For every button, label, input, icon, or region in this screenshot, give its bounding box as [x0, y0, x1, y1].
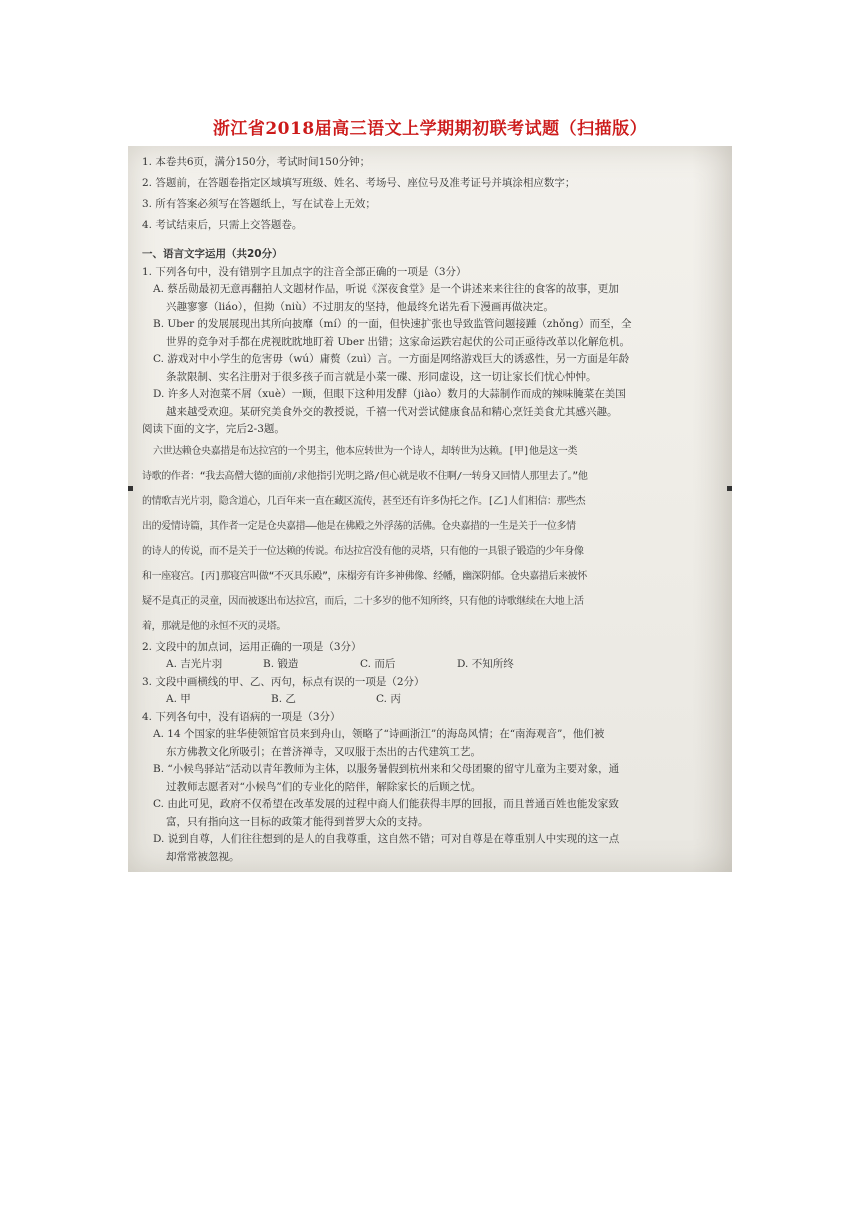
passage-line: 疑不是真正的灵童，因而被逐出布达拉宫，而后，二十多岁的他不知所终，只有他的诗歌继续在大地上活	[142, 595, 584, 607]
option-line: 过教师志愿者对“小候鸟”们的专业化的陪伴，解除家长的后顾之忧。	[166, 780, 482, 793]
question-stem: 4. 下列各句中，没有语病的一项是（3分）	[142, 710, 341, 723]
question-stem: 3. 文段中画横线的甲、乙、丙句，标点有误的一项是（2分）	[142, 675, 425, 688]
option: A. 吉光片羽	[166, 658, 223, 670]
option: C. 而后	[360, 658, 396, 670]
passage-line: 诗歌的作者：“我去高僧大德的面前/求他指引光明之路/但心就是收不住啊/一转身又回情人那里去了。”他	[142, 470, 588, 482]
reading-instruction: 阅读下面的文字，完后2-3题。	[142, 423, 285, 435]
option: B. 乙	[271, 693, 296, 705]
option-line: B. “小候鸟驿站”活动以青年教师为主体，以服务暑假到杭州来和父母团聚的留守儿童为主要对象，通	[153, 763, 620, 775]
option: D. 不知所终	[457, 658, 514, 670]
passage-line: 六世达赖仓央嘉措是布达拉宫的一个男主，他本应转世为一个诗人，却转世为达赖。[甲]他是这一类	[153, 445, 578, 457]
option: C. 丙	[376, 693, 401, 705]
reading-passage	[142, 439, 702, 639]
instruction-line: 1. 本卷共6页，满分150分，考试时间150分钟；	[142, 156, 371, 168]
option-line: D. 许多人对泡菜不屑（xuè）一顾，但眼下这种用发酵（jiào）数月的大蒜制作而成的辣味腌菜在美国	[153, 388, 626, 400]
passage-line: 着，那就是他的永恒不灭的灵塔。	[142, 620, 286, 632]
question-stem: 1. 下列各句中，没有错别字且加点字的注音全部正确的一项是（3分）	[142, 265, 467, 278]
binding-mark	[128, 486, 133, 491]
option-line: D. 说到自尊，人们往往想到的是人的自我尊重，这自然不错；可对自尊是在尊重别人中实现的这一点	[153, 833, 620, 845]
answer-options	[142, 691, 702, 709]
option-line: 越来越受欢迎。某研究美食外交的教授说，千禧一代对尝试健康食品和精心烹饪美食尤其感兴趣。	[166, 405, 618, 418]
option-line: 东方佛教文化所吸引；在普济禅寺，又叹服于杰出的古代建筑工艺。	[166, 745, 481, 758]
answer-options	[142, 656, 702, 674]
option-line: A. 14 个国家的驻华使领馆官员来到舟山，领略了“诗画浙江”的海岛风情；在“南海观音”，他们被	[153, 728, 605, 740]
question-stem: 2. 文段中的加点词，运用正确的一项是（3分）	[142, 640, 362, 653]
scanned-exam-page	[128, 146, 732, 872]
passage-line: 和一座寝宫。[丙]那寝宫叫做“不灭具乐殿”，床榻旁有许多神佛像、经幡，幽深阴郁。仓央嘉措后来被怀	[142, 570, 587, 582]
binding-mark	[727, 486, 732, 491]
option-line: C. 游戏对中小学生的危害毋（wú）庸赘（zuì）言。一方面是网络游戏巨大的诱惑性，另一方面是年龄	[153, 353, 630, 365]
option-line: 世界的竞争对手都在虎视眈眈地盯着 Uber 出错；这家命运跌宕起伏的公司正亟待改革以化解危机。	[166, 335, 630, 348]
option-line: C. 由此可见，政府不仅希望在改革发展的过程中商人们能获得丰厚的回报，而且普通百姓也能发家致	[153, 798, 619, 810]
passage-line: 的诗人的传说，而不是关于一位达赖的传说。布达拉宫没有他的灵塔，只有他的一具银子锻造的少年身像	[142, 545, 584, 557]
option-line: 却常常被忽视。	[166, 850, 240, 863]
option: B. 锻造	[263, 658, 299, 670]
option-line: A. 蔡岳勋最初无意再翻拍人文题材作品，听说《深夜食堂》是一个讲述来来往往的食客的故事，更加	[153, 283, 619, 295]
option-line: B. Uber 的发展展现出其所向披靡（mí）的一面，但快速扩张也导致监管问题接踵（zhǒng）而至，全	[153, 318, 632, 330]
option-line: 富，只有指向这一目标的政策才能得到普罗大众的支持。	[166, 815, 429, 828]
instruction-line: 3. 所有答案必须写在答题纸上，写在试卷上无效；	[142, 198, 376, 210]
passage-line: 的情歌吉光片羽，隐含道心，几百年来一直在藏区流传，甚至还有许多伪托之作。[乙]人们相信：那些杰	[142, 495, 586, 507]
page-title: 浙江省2018届高三语文上学期期初联考试题（扫描版）	[212, 119, 648, 139]
option-line: 兴趣寥寥（liáo），但拗（niù）不过朋友的坚持，他最终允诺先看下漫画再做决定。	[166, 300, 554, 313]
option: A. 甲	[166, 693, 191, 705]
instruction-line: 2. 答题前，在答题卷指定区域填写班级、姓名、考场号、座位号及准考证号并填涂相应数字；	[142, 177, 576, 189]
exam-content	[142, 152, 702, 866]
instruction-line: 4. 考试结束后，只需上交答题卷。	[142, 219, 303, 231]
option-line: 条款限制、实名注册对于很多孩子而言就是小菜一碟、形同虚设，这一切让家长们忧心忡忡。	[166, 370, 597, 383]
passage-line: 出的爱情诗篇，其作者一定是仓央嘉措——他是在佛殿之外浮荡的活佛。仓央嘉措的一生是关于一位多情	[142, 520, 576, 532]
section-heading: 一、语言文字运用（共20分）	[142, 248, 283, 260]
